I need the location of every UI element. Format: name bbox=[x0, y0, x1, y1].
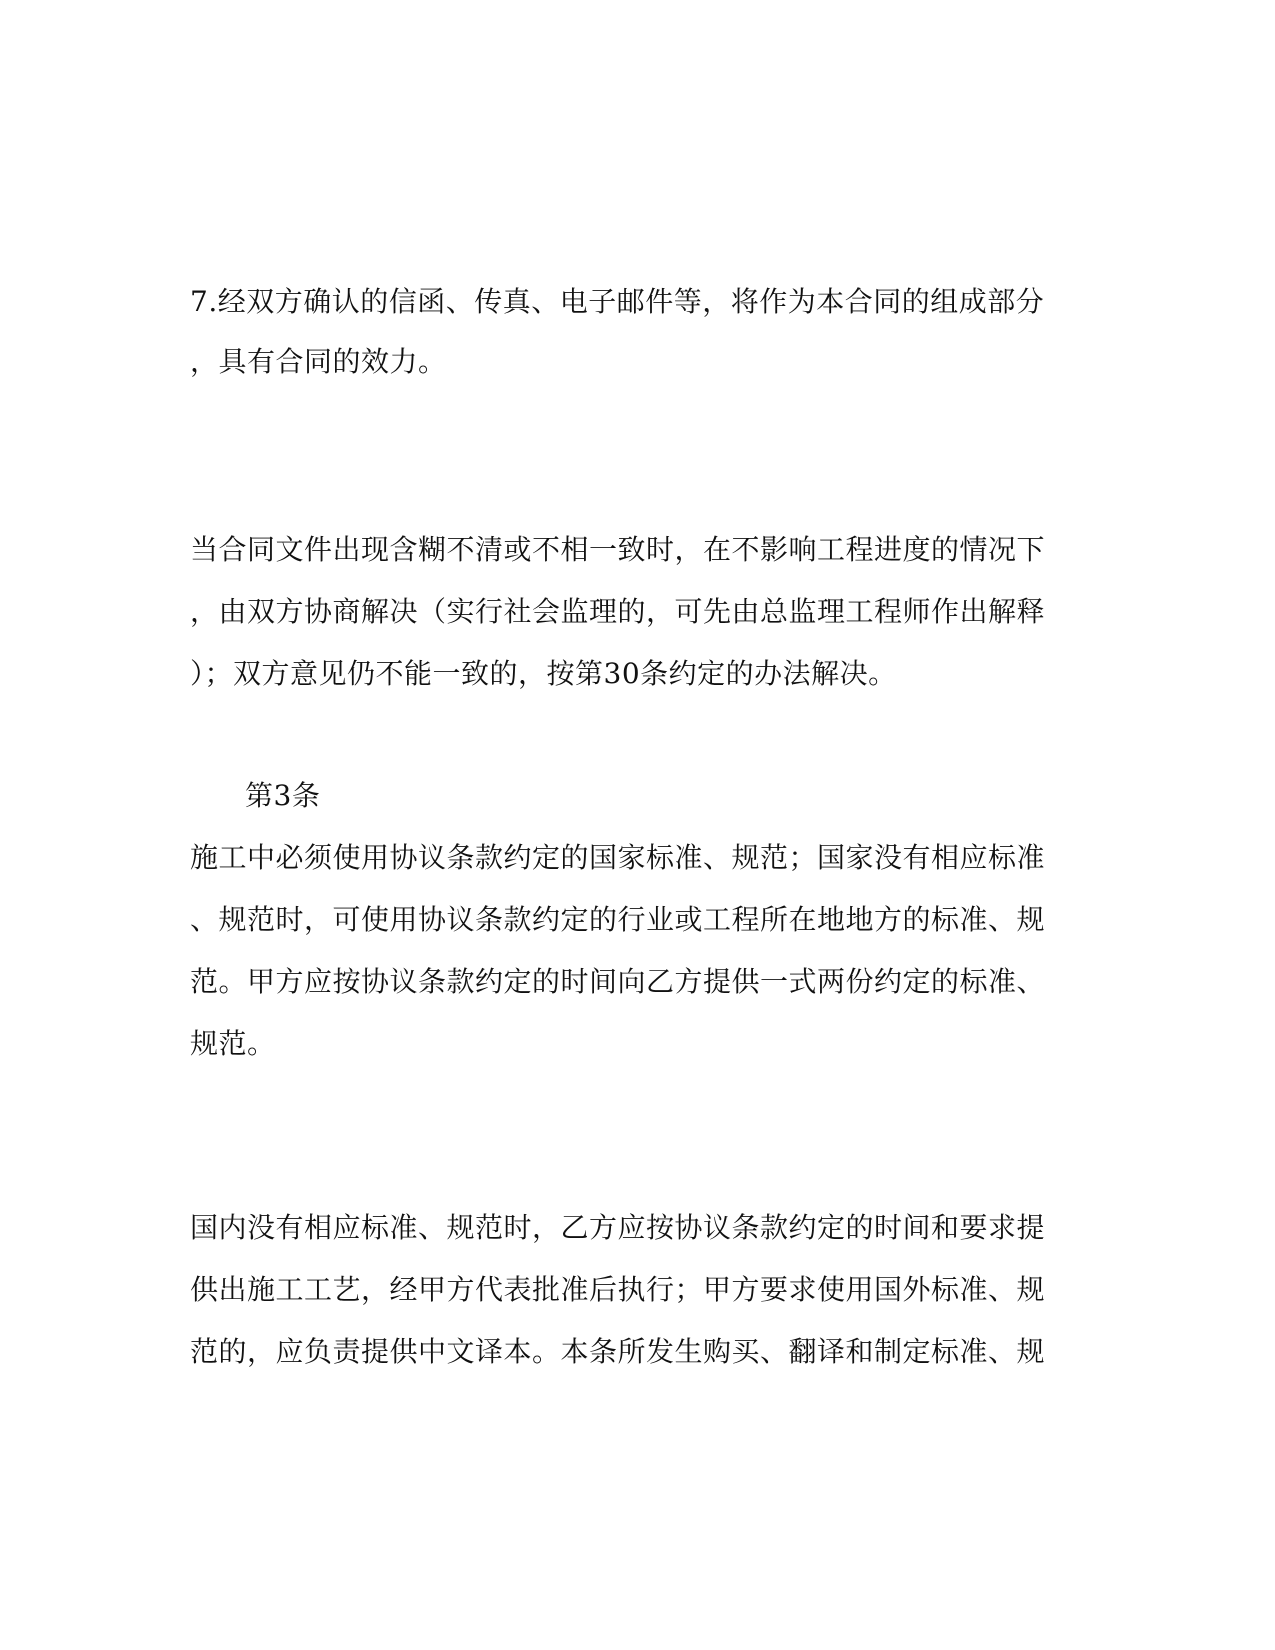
paragraph-line: ）；双方意见仍不能一致的，按第30条约定的办法解决。 bbox=[190, 657, 897, 690]
paragraph-line: 、规范时，可使用协议条款约定的行业或工程所在地地方的标准、规 bbox=[190, 903, 1046, 936]
paragraph-line: 当合同文件出现含糊不清或不相一致时，在不影响工程进度的情况下 bbox=[190, 533, 1046, 566]
paragraph-line: 规范。 bbox=[190, 1027, 276, 1060]
paragraph-line: 范。甲方应按协议条款约定的时间向乙方提供一式两份约定的标准、 bbox=[190, 965, 1046, 998]
paragraph-line: 供出施工工艺，经甲方代表批准后执行；甲方要求使用国外标准、规 bbox=[190, 1273, 1046, 1306]
article-heading: 第3条 bbox=[245, 779, 321, 812]
paragraph-line: 国内没有相应标准、规范时，乙方应按协议条款约定的时间和要求提 bbox=[190, 1211, 1046, 1244]
paragraph-line: 施工中必须使用协议条款约定的国家标准、规范；国家没有相应标准 bbox=[190, 841, 1046, 874]
paragraph-line: 7.经双方确认的信函、传真、电子邮件等，将作为本合同的组成部分 bbox=[190, 285, 1045, 318]
paragraph-line: 范的，应负责提供中文译本。本条所发生购买、翻译和制定标准、规 bbox=[190, 1335, 1046, 1368]
paragraph-line: ，由双方协商解决（实行社会监理的，可先由总监理工程师作出解释 bbox=[190, 595, 1046, 628]
paragraph-line: ，具有合同的效力。 bbox=[190, 345, 447, 378]
